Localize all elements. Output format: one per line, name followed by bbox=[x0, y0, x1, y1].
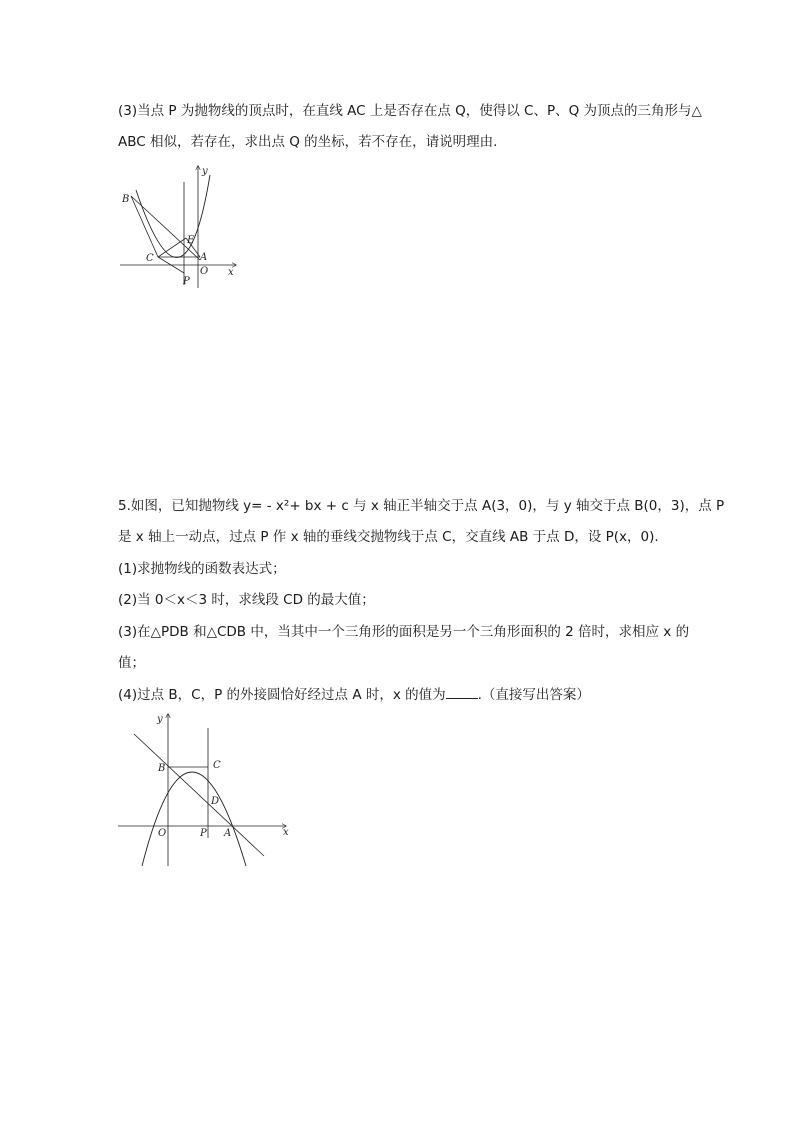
fig1-label-o: O bbox=[200, 266, 209, 277]
fig1-line-bc bbox=[131, 196, 158, 257]
figure-1 bbox=[118, 160, 248, 290]
q5-part-4-text-before: (4)过点 B，C，P 的外接圆恰好经过点 A 时，x 的值为 bbox=[118, 687, 446, 703]
fig1-parabola bbox=[136, 175, 210, 257]
fig1-line-ba bbox=[131, 196, 200, 260]
fig1-label-x: x bbox=[228, 267, 234, 278]
fig1-label-e: E bbox=[187, 235, 195, 246]
q5-text-line-1: 5.如图，已知抛物线 y= - x²+ bx + c 与 x 轴正半轴交于点 A(3，0)，与 y 轴交于点 B(0，3)，点 P bbox=[118, 498, 725, 514]
fig2-line-ab bbox=[134, 734, 264, 856]
fig1-label-a: A bbox=[200, 252, 208, 263]
q3-text-line-1: (3)当点 P 为抛物线的顶点时，在直线 AC 上是否存在点 Q，使得以 C、P、Q 为顶点的三角形与△ bbox=[118, 103, 702, 119]
fig2-parabola bbox=[142, 772, 246, 866]
q3-text-line-2: ABC 相似，若存在，求出点 Q 的坐标，若不存在，请说明理由. bbox=[118, 134, 498, 150]
answer-blank bbox=[446, 686, 478, 699]
fig1-label-y: y bbox=[202, 166, 208, 177]
fig1-label-c: C bbox=[146, 253, 154, 264]
fig2-label-x: x bbox=[283, 827, 289, 838]
fig2-label-c: C bbox=[213, 760, 221, 771]
fig2-label-o: O bbox=[158, 828, 167, 839]
fig1-label-p: P bbox=[183, 276, 190, 287]
q5-part-3-line-2: 值； bbox=[118, 655, 145, 671]
q5-part-4-text-after: .（直接写出答案） bbox=[477, 687, 590, 703]
q5-part-2: (2)当 0＜x＜3 时，求线段 CD 的最大值； bbox=[118, 592, 375, 608]
figure-2 bbox=[118, 708, 298, 868]
fig1-label-b: B bbox=[122, 194, 130, 205]
q5-text-line-2: 是 x 轴上一动点，过点 P 作 x 轴的垂线交抛物线于点 C，交直线 AB 于点 D，设 P(x，0). bbox=[118, 529, 659, 545]
fig2-label-d: D bbox=[211, 796, 220, 807]
fig2-label-a: A bbox=[224, 828, 232, 839]
q5-part-1: (1)求抛物线的函数表达式； bbox=[118, 561, 286, 577]
fig2-label-p: P bbox=[200, 828, 207, 839]
q5-part-3-line-1: (3)在△PDB 和△CDB 中，当其中一个三角形的面积是另一个三角形面积的 2 倍时，求相应 x 的 bbox=[118, 624, 690, 640]
q5-part-4 bbox=[118, 686, 590, 704]
fig2-label-y: y bbox=[157, 714, 163, 725]
fig2-label-b: B bbox=[158, 763, 166, 774]
